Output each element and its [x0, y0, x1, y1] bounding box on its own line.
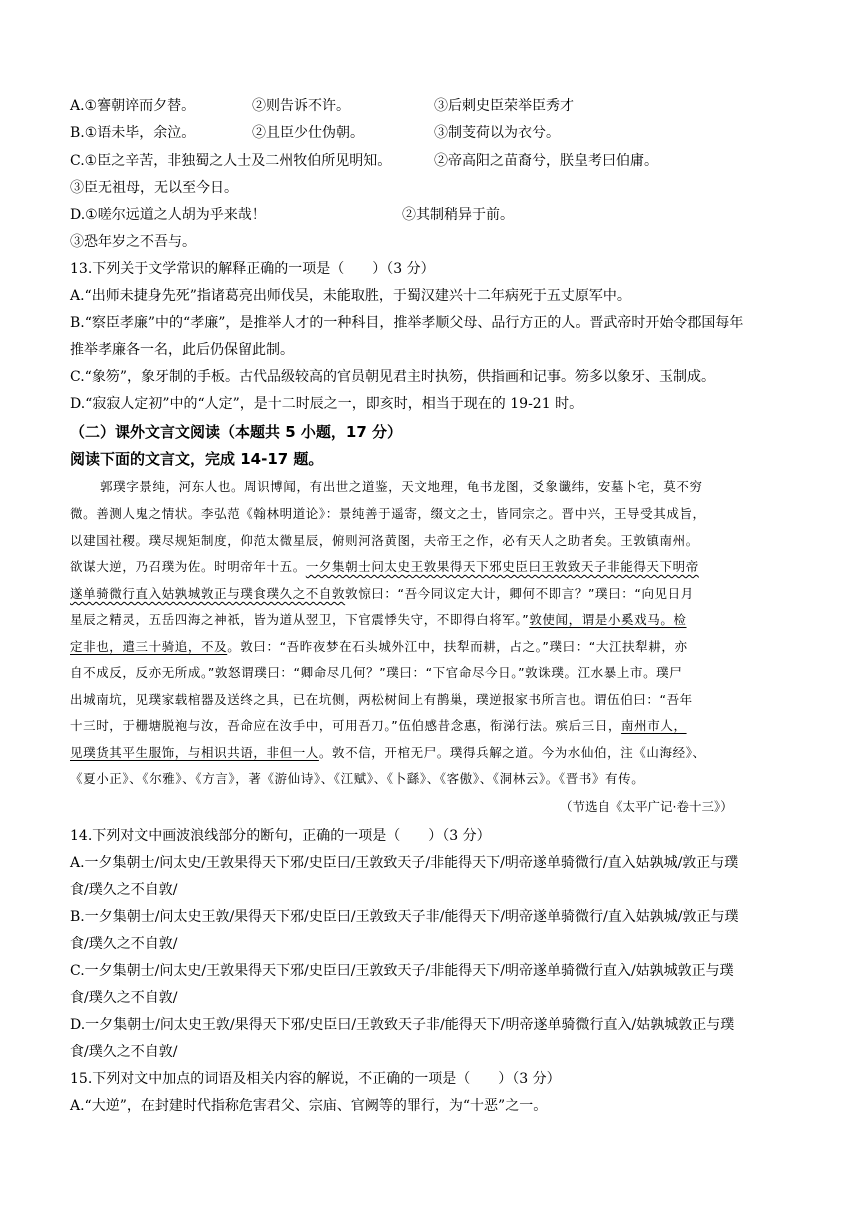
underlined-segment: 敦使闻，谓是小奚戏马。检: [529, 612, 687, 627]
passage-source: （节选自《太平广记·卷十三》）: [560, 799, 733, 814]
passage-line-11: [70, 743, 706, 763]
underlined-segment: 见璞货其平生服饰，与相识共语，非但一人: [70, 745, 319, 760]
q14-option-b-line2: 食/璞久之不自敦/: [70, 936, 178, 952]
q12-option-d-3: ③恐年岁之不吾与。: [70, 234, 196, 250]
q14-option-a-line1: A.一夕集朝士/问太史/王敦果得天下邪/史臣曰/王敦致天子/非能得天下/明帝遂单骑微行/直入姑孰城/敦正与璞: [70, 855, 739, 871]
passage-text: 。敦不信，开棺无尸。璞得兵解之道。今为水仙伯，注《山海经》、: [318, 745, 706, 760]
q13-option-b-line2: 推举孝廉各一名，此后仍保留此制。: [70, 342, 294, 358]
passage-text: ，乃召璞为佐。时明帝年十五。: [122, 559, 306, 574]
section-heading: （二）课外文言文阅读（本题共 5 小题，17 分）: [70, 423, 402, 441]
passage-line-12: 《夏小正》、《尔雅》、《方言》，著《游仙诗》、《江赋》、《卜繇》、《客傲》、《洞林云》。《晋书》有传。: [70, 771, 645, 786]
passage-text: 欲谋: [70, 559, 97, 574]
q12-a-item-2: ②则告诉不许。: [252, 98, 350, 114]
q12-c-item-1: C.①臣之辛苦，非独蜀之人士及二州牧伯所见明知。: [70, 153, 392, 169]
q12-d-item-2: ②其制稍异于前。: [402, 207, 514, 223]
passage-text: 敦惊曰：“吾今同议定大计，卿何不即言？”璞曰：“向见日月: [345, 586, 694, 601]
passage-line-1: 郭璞字景纯，河东人也。周识博闻，有出世之道鉴，天文地理，龟书龙图，爻象谶纬，安墓卜宅，莫不穷: [100, 479, 703, 494]
q13-option-b-line1: B.“察臣孝廉”中的“孝廉”，是推举人才的一种科目，推举孝顺父母、品行方正的人。晋武帝时开始令郡国每年: [70, 315, 744, 331]
wavy-segment: 一夕集朝士问太史王敦果得天下邪史臣曰王敦致天子非能得天下明帝: [305, 559, 699, 574]
passage-line-7: [70, 637, 688, 657]
passage-line-9: 出城南坑，见璞家载棺器及送终之具，已在坑侧，两松树间上有鹊巢，璞逆报家书所言也。谓伍伯曰：“吾年: [70, 692, 693, 707]
q12-c-item-2: ②帝高阳之苗裔兮，朕皇考曰伯庸。: [434, 153, 658, 169]
q13-option-a: A.“出师未捷身先死”指诸葛亮出师伐吴，未能取胜，于蜀汉建兴十二年病死于五丈原军中。: [70, 288, 631, 304]
passage-text: 十三时，于栅塘脱袍与汝，吾命应在汝手中，可用吾刀。”伍伯感昔念惠，: [70, 718, 491, 733]
q14-option-d-line2: 食/璞久之不自敦/: [70, 1044, 178, 1060]
underlined-segment: 南州市人，: [621, 718, 687, 733]
passage-line-6: [70, 610, 687, 630]
q13-option-c: C.“象笏”，象牙制的手板。古代品级较高的官员朝见君主时执笏，供指画和记事。笏多以象牙、玉制成。: [70, 369, 715, 385]
passage-line-4: [70, 557, 699, 577]
q14-option-c-line1: C.一夕集朝士/问太史/王敦果得天下邪/史臣曰/王敦致天子/非能得天下/明帝遂单骑微行直入/姑孰城敦正与璞: [70, 963, 734, 979]
passage-line-2: 微。善测人鬼之情状。李弘范《翰林明道论》：景纯善于遥寄，缀文之士，皆同宗之。晋中兴，王导受其成旨，: [70, 506, 706, 521]
passage-line-3: 以建国社稷。璞尽规矩制度，仰范太微星辰，俯则河洛黄图，夫帝王之作，必有天人之助者矣。王敦镇南州。: [70, 533, 699, 548]
passage-line-10: [70, 716, 687, 736]
passage-text: 星辰之精灵，五岳四海之神祇，皆为道从翌卫，下官震悸失守，不即得白将军。”: [70, 612, 530, 627]
q12-a-item-1: A.①謇朝谇而夕替。: [70, 98, 196, 114]
passage-line-8: 自不成反，反亦无所成。”敦怒谓璞曰：“卿命尽几何？”璞曰：“下官命尽今日。”敦诛璞。江水暴上市。璞尸: [70, 665, 683, 680]
q14-option-a-line2: 食/璞久之不自敦/: [70, 882, 178, 898]
underlined-segment: 定非也，遣三十骑追，不及: [70, 639, 228, 654]
section-instruction: 阅读下面的文言文，完成 14-17 题。: [70, 450, 324, 468]
q12-d-item-1: D.①嗟尔远道之人胡为乎来哉！: [70, 207, 266, 223]
q15-option-a: A.“大逆”，在封建时代指称危害君父、宗庙、官阙等的罪行，为“十恶”之一。: [70, 1098, 548, 1114]
q15-stem: 15.下列对文中加点的词语及相关内容的解说，不正确的一项是（ ）（3 分）: [70, 1071, 561, 1087]
q13-stem: 13.下列关于文学常识的解释正确的一项是（ ）（3 分）: [70, 261, 435, 277]
q13-option-d: D.“寂寂人定初”中的“人定”，是十二时辰之一，即亥时，相当于现在的 19-21 时。: [70, 396, 584, 412]
q12-b-item-1: B.①语未毕，余泣。: [70, 125, 196, 141]
q12-b-item-2: ②且臣少仕伪朝。: [252, 125, 364, 141]
q12-b-item-3: ③制芰荷以为衣兮。: [434, 125, 560, 141]
q14-option-d-line1: D.一夕集朝士/问太史王敦/果得天下邪/史臣曰/王敦致天子非/能得天下/明帝遂单骑微行直入/姑孰城敦正与璞: [70, 1017, 735, 1033]
q12-option-c-3: ③臣无祖母，无以至今日。: [70, 180, 238, 196]
dotted-term-da-ni: 大逆: [96, 559, 123, 574]
dotted-term-xian-ti: 衔涕行法: [490, 718, 543, 733]
passage-text: 。殡后三日，: [542, 718, 622, 733]
passage-line-5: [70, 584, 694, 604]
q14-stem: 14.下列对文中画波浪线部分的断句，正确的一项是（ ）（3 分）: [70, 828, 491, 844]
q12-a-item-3: ③后刺史臣荣举臣秀才: [434, 98, 574, 114]
q14-option-b-line1: B.一夕集朝士/问太史王敦/果得天下邪/史臣曰/王敦致天子非/能得天下/明帝遂单骑微行/直入姑孰城/敦正与璞: [70, 909, 739, 925]
q14-option-c-line2: 食/璞久之不自敦/: [70, 990, 178, 1006]
passage-text: 。敦曰：“吾昨夜梦在石头城外江中，扶犁而耕，占之。”璞曰：“大江扶犁耕，亦: [227, 639, 688, 654]
wavy-segment: 遂单骑微行直入姑孰城敦正与璞食璞久之不自敦: [70, 586, 346, 601]
